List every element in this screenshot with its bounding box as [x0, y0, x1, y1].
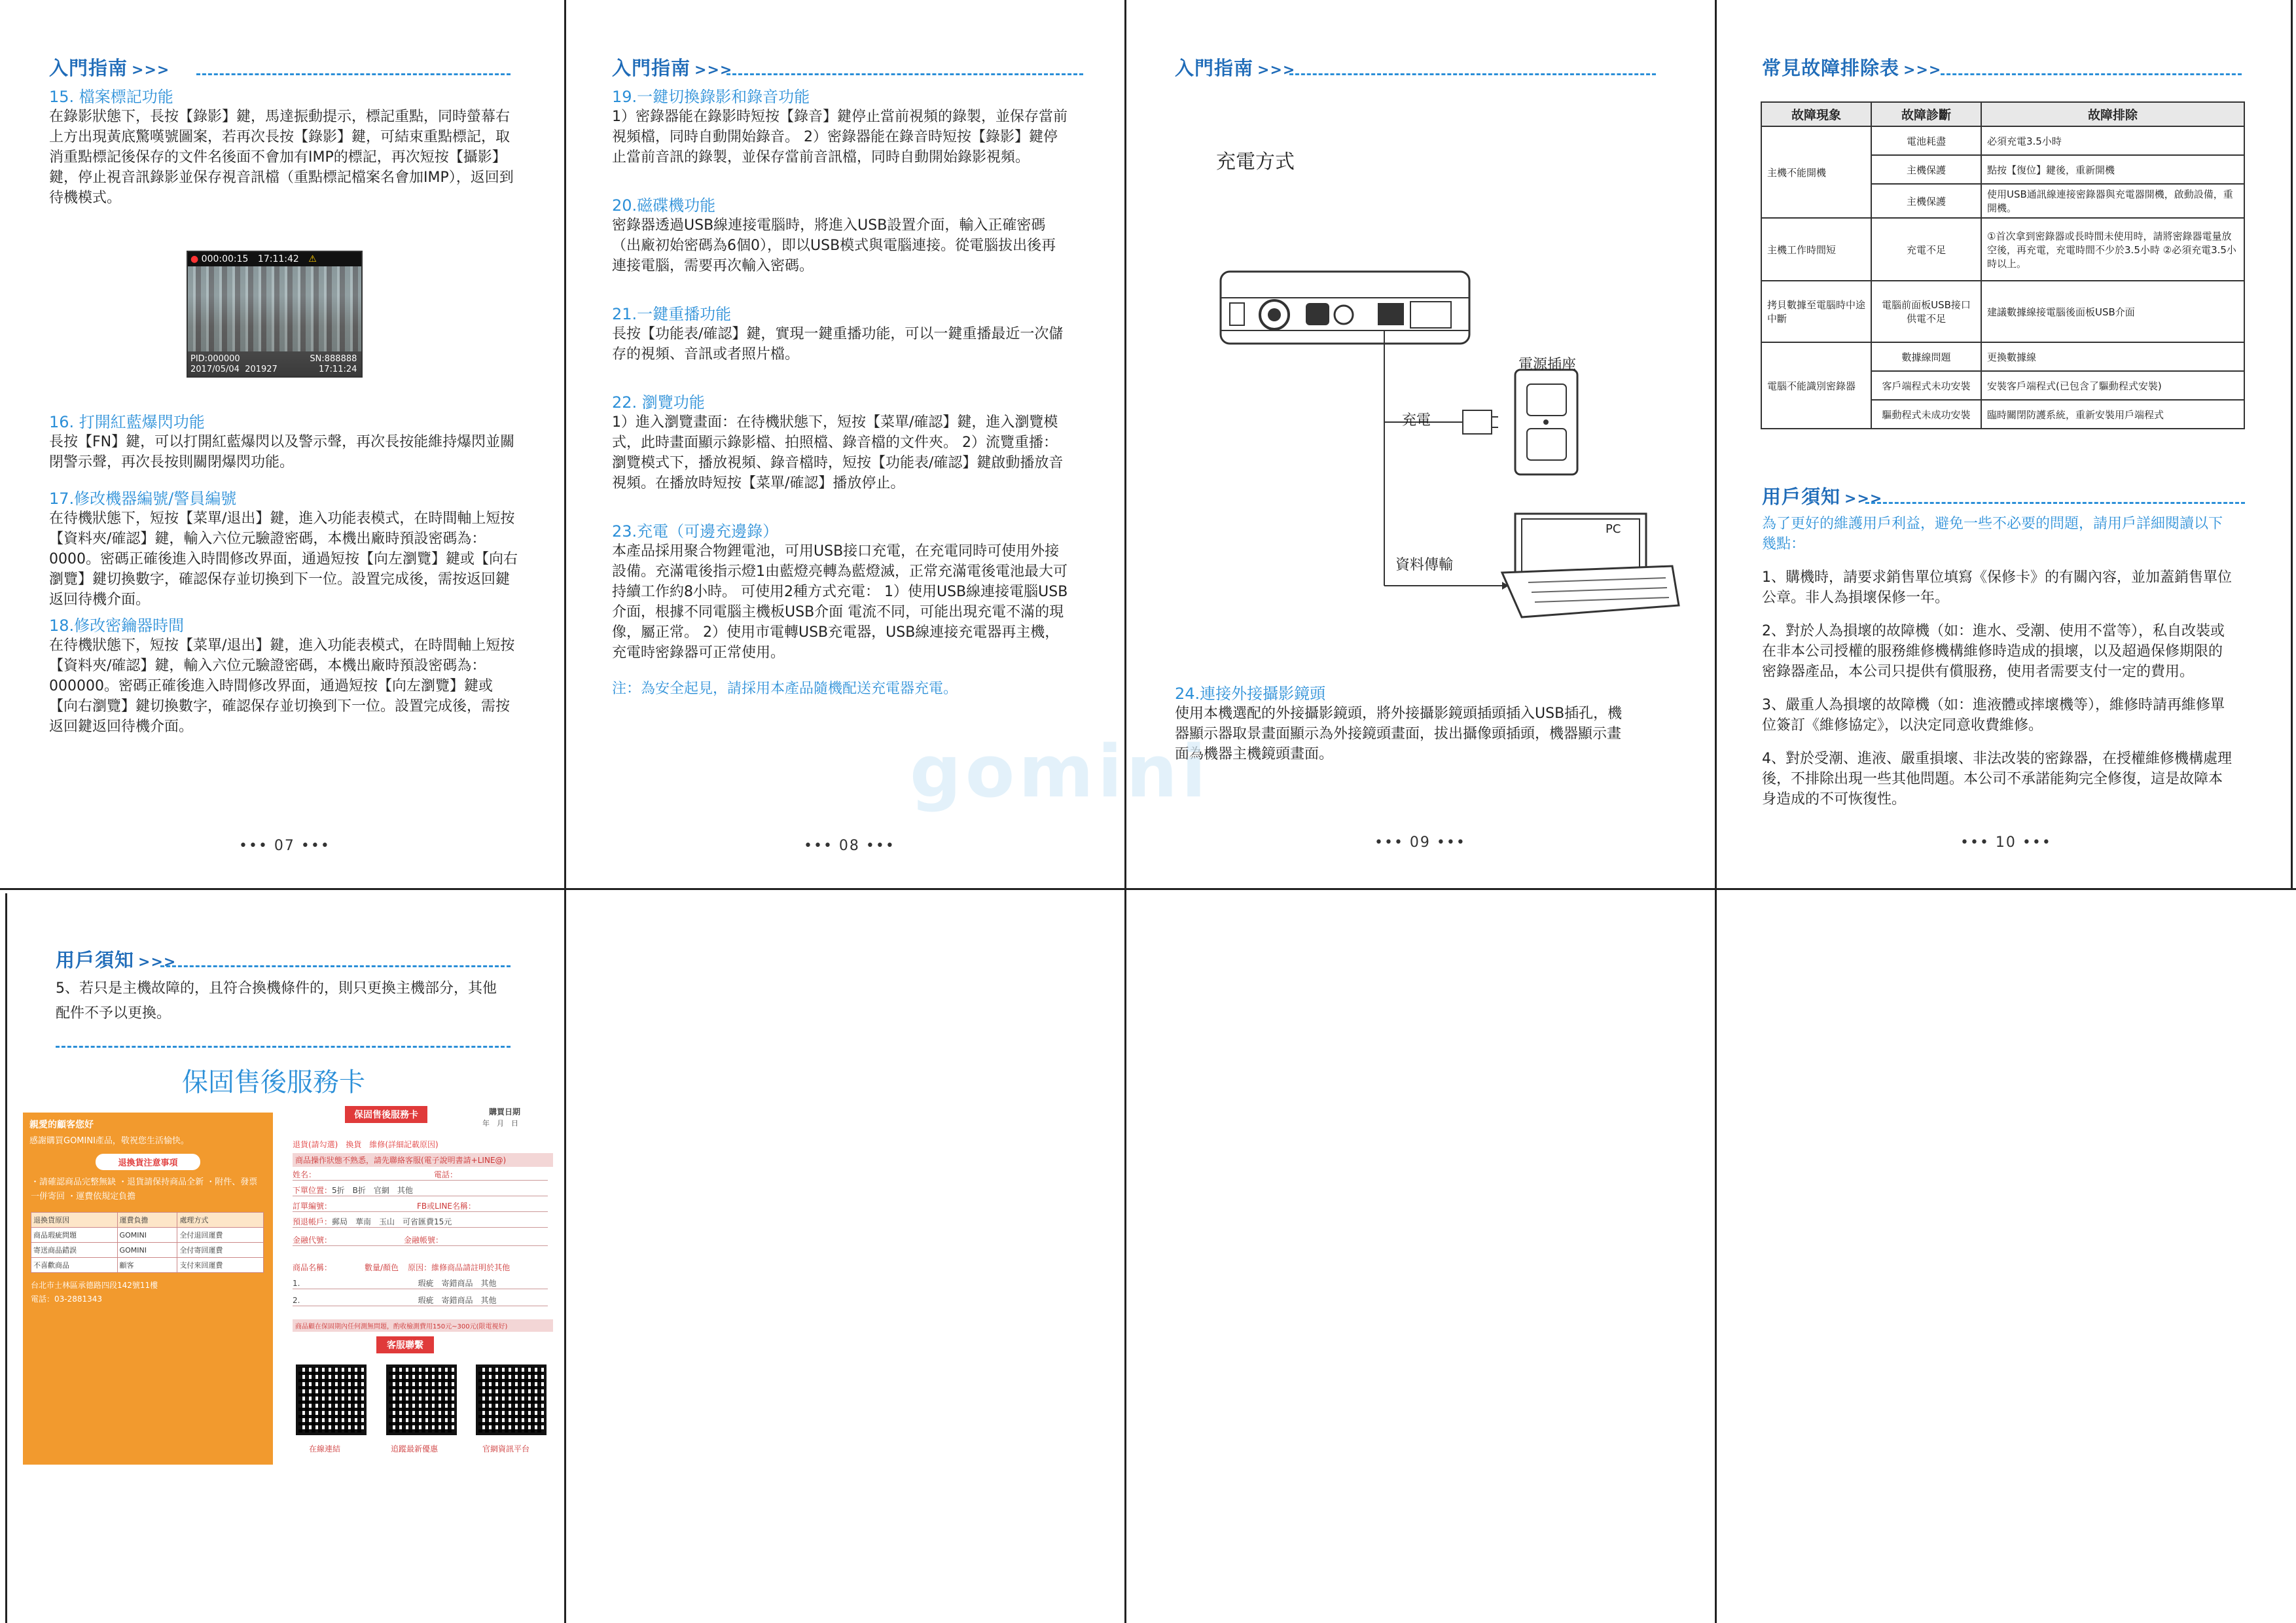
- form-item-opts[interactable]: 瑕疵 寄錯商品 其他: [418, 1296, 497, 1305]
- form-bank-opts[interactable]: 郵局 華南 玉山 可省匯費15元: [332, 1217, 452, 1226]
- return-policy-panel: [23, 1113, 273, 1465]
- page-7-content-2: [49, 396, 520, 737]
- form-item-2: 2.: [293, 1296, 300, 1305]
- contact-badge: 客服聯繫: [376, 1336, 434, 1353]
- safety-note: 注：為安全起見，請採用本產品隨機配送充電器充電。: [612, 681, 958, 697]
- recording-screenshot: [187, 251, 363, 378]
- section-text: 1）進入瀏覽畫面：在待機狀態下，短按【菜單/確認】鍵，進入瀏覽模式，此時畫面顯示錄影檔、拍照檔、錄音檔的文件夾。 2）流覽重播：瀏覽模式下，播放視頻、錄音檔時，短按【功能表/確認】鍵啟動播放音視頻。在播放時短按【菜單/確認】播放停止。: [612, 414, 1064, 491]
- form-phone-label: 電話：: [434, 1170, 458, 1179]
- page-divider: [1715, 888, 1717, 1623]
- form-footer: 商品顧在保固期內任何測無問題，酌收檢測費用150元~300元(限電視好): [293, 1319, 553, 1332]
- table-cell: ①首次拿到密錄器或長時間未使用時，請將密錄器電量放空後，再充電，充電時間不少於3.5小時 ②必須充電3.5小時以上。: [1981, 218, 2244, 281]
- page-number: ••• 09 •••: [1374, 834, 1466, 851]
- form-hint: 商品操作狀態不熟悉，請先聯絡客服(電子說明書請+LINE@): [293, 1153, 553, 1167]
- page-divider: [564, 888, 566, 1623]
- table-cell: 充電不足: [1871, 218, 1981, 281]
- qr-label: 追蹤最新優惠: [391, 1444, 439, 1454]
- col-fix: 故障排除: [1981, 102, 2244, 126]
- header-rule: [56, 1046, 511, 1048]
- table-cell: 運費負擔: [117, 1213, 177, 1228]
- table-cell: 拷貝數據至電腦時中途中斷: [1761, 281, 1871, 342]
- form-money2-label: 金融帳號：: [404, 1236, 444, 1245]
- table-cell: 支付來回運費: [177, 1258, 264, 1273]
- table-cell: 建議數據線接電腦後面板USB介面: [1981, 281, 2244, 342]
- section-title: 16. 打開紅藍爆閃功能: [49, 413, 205, 431]
- page-header: 入門指南 >>>: [49, 57, 170, 79]
- section-title: 23.充電（可邊充邊錄）: [612, 522, 779, 541]
- label-pc: PC: [1605, 522, 1621, 536]
- form-money-label: 金融代號：: [293, 1236, 332, 1245]
- form-product-label: 商品名稱：: [293, 1263, 332, 1272]
- form-order-label: 訂單編號：: [293, 1202, 332, 1211]
- row-divider: [0, 888, 2296, 890]
- buy-date-fmt: 年 月 日: [482, 1119, 518, 1128]
- notice-item: 5、若只是主機故障的，且符合換機條件的，則只更換主機部分，其他配件不予以更換。: [56, 980, 497, 1022]
- table-cell: 全付退回運費: [177, 1228, 264, 1243]
- section-title: 17.修改機器編號/警員編號: [49, 490, 237, 508]
- section-text: 長按【FN】鍵，可以打開紅藍爆閃以及警示聲，再次長按能維持爆閃並關閉警示聲，再次長按則關閉爆閃功能。: [49, 434, 515, 471]
- section-title: 21.一鍵重播功能: [612, 305, 732, 323]
- label-data: 資料傳輸: [1395, 557, 1454, 573]
- company-address: 台北市士林區承德路四段142號11樓: [31, 1281, 158, 1290]
- table-cell: 寄送商品錯誤: [31, 1243, 118, 1258]
- table-cell: 安裝客戶端程式(已包含了驅動程式安裝): [1981, 371, 2244, 400]
- return-rules: ・請確認商品完整無缺 ・退貨請保持商品全新 ・附件、發票一併寄回 ・運費依規定負擔: [31, 1177, 258, 1202]
- notice-item: 2、對於人為損壞的故障機（如：進水、受潮、使用不當等），私自改裝或在非本公司授權的服務維修機構維修時造成的損壞，以及超過保修期限的密錄器產品，本公司只提供有償服務，使用者需要支付一定的費用。: [1762, 623, 2225, 680]
- form-account-label: 預退帳戶：: [293, 1217, 332, 1226]
- warranty-card-title: 保固售後服務卡: [182, 1067, 365, 1097]
- section-text: 在待機狀態下，短按【菜單/退出】鍵，進入功能表模式，在時間軸上短按【資料夾/確認】鍵，輸入六位元驗證密碼，本機出廠時預設密碼為：0000。密碼正確後進入時間修改界面，通過短按【向左瀏覽】鍵或【向右瀏覽】鍵切換數字，確認保存並切換到下一位。設置完成後，需按返回鍵返回待機介面。: [49, 510, 518, 608]
- table-cell: 電池耗盡: [1871, 126, 1981, 155]
- table-cell: 處理方式: [177, 1213, 264, 1228]
- table-cell: 主機保護: [1871, 155, 1981, 184]
- page-divider: [1124, 888, 1126, 1623]
- form-name-label: 姓名：: [293, 1170, 317, 1179]
- table-cell: 主機保護: [1871, 184, 1981, 218]
- header-rule: [1941, 73, 2242, 75]
- table-cell: 更換數據線: [1981, 342, 2244, 371]
- screen-top-bar: ● 000:00:15 17:11:42 ⚠: [188, 252, 361, 266]
- warning-icon: ⚠: [308, 254, 317, 264]
- page-divider: [1715, 0, 1717, 890]
- page-header: 用戶須知 >>>: [56, 949, 177, 971]
- return-table: [31, 1212, 264, 1273]
- qr-code[interactable]: [296, 1364, 367, 1435]
- page-number: ••• 08 •••: [804, 838, 895, 854]
- greeting: 親愛的顧客您好: [29, 1120, 94, 1130]
- form-type[interactable]: 退貨(請勾選) 換貨 維修(詳細記載原因): [293, 1140, 439, 1149]
- label-charge: 充電: [1402, 412, 1431, 429]
- section-title: 19.一鍵切換錄影和錄音功能: [612, 88, 810, 106]
- notice-item: 1、購機時，請要求銷售單位填寫《保修卡》的有關內容，並加蓋銷售單位公章。非人為損壞保修一年。: [1762, 569, 2232, 606]
- notice-header: 用戶須知 >>>: [1762, 486, 1883, 508]
- page-header: 入門指南 >>>: [1175, 57, 1296, 79]
- section-title: 22. 瀏覽功能: [612, 393, 705, 412]
- traffic-image: [188, 266, 361, 351]
- table-cell: 不喜歡商品: [31, 1258, 118, 1273]
- form-item-opts[interactable]: 瑕疵 寄錯商品 其他: [418, 1279, 497, 1288]
- section-text: 密錄器透過USB線連接電腦時，將進入USB設置介面，輸入正確密碼（出廠初始密碼為6個0），即以USB模式與電腦連接。從電腦拔出後再連接電腦，需要再次輸入密碼。: [612, 217, 1056, 274]
- table-cell: 顧客: [117, 1258, 177, 1273]
- table-cell: 點按【復位】鍵後，重新開機: [1981, 155, 2244, 184]
- return-notice-badge: 退換貨注意事項: [96, 1154, 200, 1170]
- section-text: 在錄影狀態下，長按【錄影】鍵，馬達振動提示，標記重點，同時螢幕右上方出現黃底驚嘆號圖案，若再次長按【錄影】鍵，可結束重點標記，取消重點標記後保存的文件名後面不會加有IMP的標記，再次短按【攝影】鍵，停止視音訊錄影並保存視音訊檔（重點標記檔案名會加IMP），返回到待機模式。: [49, 109, 514, 206]
- col-symptom: 故障現象: [1761, 102, 1871, 126]
- form-place-label: 下單位置：: [293, 1186, 332, 1195]
- buy-date-label: 購買日期: [489, 1107, 521, 1116]
- page-7-content: [49, 84, 520, 208]
- page-divider: [5, 893, 7, 1623]
- qr-label: 官網資訊平台: [482, 1444, 530, 1454]
- greeting-line: 感謝購買GOMINI產品，敬祝您生活愉快。: [29, 1136, 189, 1146]
- qr-code[interactable]: [476, 1364, 547, 1435]
- header-rule: [1289, 73, 1656, 75]
- screen-bottom: PID:000000 SN:888888 2017/05/04 201927 17:11:24: [190, 354, 357, 374]
- page-8-content: [612, 84, 1070, 699]
- screen-clock: 17:11:42: [257, 254, 299, 264]
- section-text: 長按【功能表/確認】鍵，實現一鍵重播功能，可以一鍵重播最近一次儲存的視頻、音訊或者照片檔。: [612, 326, 1064, 363]
- watermark-logo: gomini: [910, 730, 1210, 813]
- page-header: 入門指南 >>>: [612, 57, 733, 79]
- table-cell: 退換貨原因: [31, 1213, 118, 1228]
- notice-item: 4、對於受潮、進液、嚴重損壞、非法改裝的密錄器，在授權維修機構處理後，不排除出現一些其他問題。本公司不承諾能夠完全修復，這是故障本身造成的不可恢復性。: [1762, 751, 2232, 808]
- section-text: 使用本機選配的外接攝影鏡頭，將外接攝影鏡頭插頭插入USB插孔，機器顯示器取景畫面顯示為外接鏡頭畫面，拔出攝像頭插頭，機器顯示畫面為機器主機鏡頭畫面。: [1175, 705, 1623, 762]
- header-rule: [726, 73, 1083, 75]
- notice-item: 3、嚴重人為損壞的故障機（如：進液體或摔壞機等），維修時請再維修單位簽訂《維修協定》，以決定同意收費維修。: [1762, 697, 2225, 734]
- header-rule: [1865, 502, 2245, 504]
- table-cell: 電腦前面板USB接口供電不足: [1871, 281, 1981, 342]
- page-10-notice: [1762, 514, 2233, 810]
- form-badge: 保固售後服務卡: [345, 1106, 427, 1123]
- table-cell: 主機不能開機: [1761, 126, 1871, 218]
- troubleshooting-table: [1761, 101, 2245, 429]
- page-number: ••• 07 •••: [239, 838, 331, 854]
- table-cell: GOMINI: [117, 1243, 177, 1258]
- header-rule: [160, 965, 511, 967]
- page-9-content: [1175, 681, 1633, 764]
- page-header: 常見故障排除表 >>>: [1762, 57, 1942, 79]
- table-cell: GOMINI: [117, 1228, 177, 1243]
- table-cell: 驅動程式未成功安裝: [1871, 400, 1981, 429]
- section-title: 20.磁碟機功能: [612, 196, 716, 215]
- header-rule: [196, 73, 511, 75]
- table-cell: 必須充電3.5小時: [1981, 126, 2244, 155]
- section-text: 1）密錄器能在錄影時短按【錄音】鍵停止當前視頻的錄製，並保存當前視頻檔，同時自動開始錄音。 2）密錄器能在錄音時短按【錄影】鍵停止當前音訊的錄製，並保存當前音訊檔，同時自動開始錄影視頻。: [612, 109, 1067, 166]
- section-text: 本產品採用聚合物鋰電池，可用USB接口充電，在充電同時可使用外接設備。充滿電後指示燈1由藍燈亮轉為藍燈滅，正常充滿電後電池最大可持續工作約8小時。 可使用2種方式充電： 1）使用USB線連接電腦USB介面，根據不同電腦主機板USB介面 電流不同，可能出現充電不滿的現像，屬正常。 2）使用市電轉USB充電器，USB線連接充電器再主機，充電時密錄器可正常使用。: [612, 543, 1068, 661]
- form-qty-label: 數量/顏色: [365, 1263, 399, 1272]
- form-place-opts[interactable]: 5折 B折 官網 其他: [332, 1186, 413, 1195]
- company-phone: 電話：03-2881343: [31, 1294, 103, 1304]
- charge-method-title: 充電方式: [1216, 151, 1295, 173]
- col-diagnosis: 故障診斷: [1871, 102, 1981, 126]
- form-line-label: FB或LINE名稱：: [417, 1202, 476, 1211]
- screen-rec-time: 000:00:15: [201, 254, 249, 264]
- section-title: 15. 檔案標記功能: [49, 88, 173, 106]
- section-text: 在待機狀態下，短按【菜單/退出】鍵，進入功能表模式，在時間軸上短按【資料夾/確認】鍵，輸入六位元驗證密碼，本機出廠時預設密碼為：000000。密碼正確後進入時間修改界面，通過短按【向左瀏覽】鍵或【向右瀏覽】鍵切換數字，確認保存並切換到下一位。設置完成後，需按返回鍵返回待機介面。: [49, 637, 515, 735]
- page-number: ••• 10 •••: [1960, 834, 2052, 851]
- page-divider: [2291, 0, 2293, 890]
- section-title: 24.連接外接攝影鏡頭: [1175, 685, 1326, 703]
- table-cell: 客戶端程式未功安裝: [1871, 371, 1981, 400]
- label-outlet: 電源插座: [1518, 357, 1577, 373]
- table-cell: 全付寄回運費: [177, 1243, 264, 1258]
- table-cell: 臨時關閉防護系統，重新安裝用戶端程式: [1981, 400, 2244, 429]
- table-cell: 主機工作時間短: [1761, 218, 1871, 281]
- table-cell: 使用USB通訊線連接密錄器與充電器開機，啟動設備，重開機。: [1981, 184, 2244, 218]
- qr-label: 在線連結: [309, 1444, 341, 1454]
- table-cell: 數據線問題: [1871, 342, 1981, 371]
- table-cell: 商品瑕疵問題: [31, 1228, 118, 1243]
- page-divider: [564, 0, 566, 890]
- notice-intro: 為了更好的維護用戶利益，避免一些不必要的問題，請用戶詳細閱讀以下幾點：: [1762, 516, 2223, 552]
- form-item-1: 1.: [293, 1279, 300, 1288]
- section-title: 18.修改密鑰器時間: [49, 616, 185, 635]
- form-reason-label: 原因：維修商品請註明於其他: [408, 1263, 511, 1272]
- qr-code[interactable]: [386, 1364, 457, 1435]
- table-cell: 電腦不能識別密錄器: [1761, 342, 1871, 429]
